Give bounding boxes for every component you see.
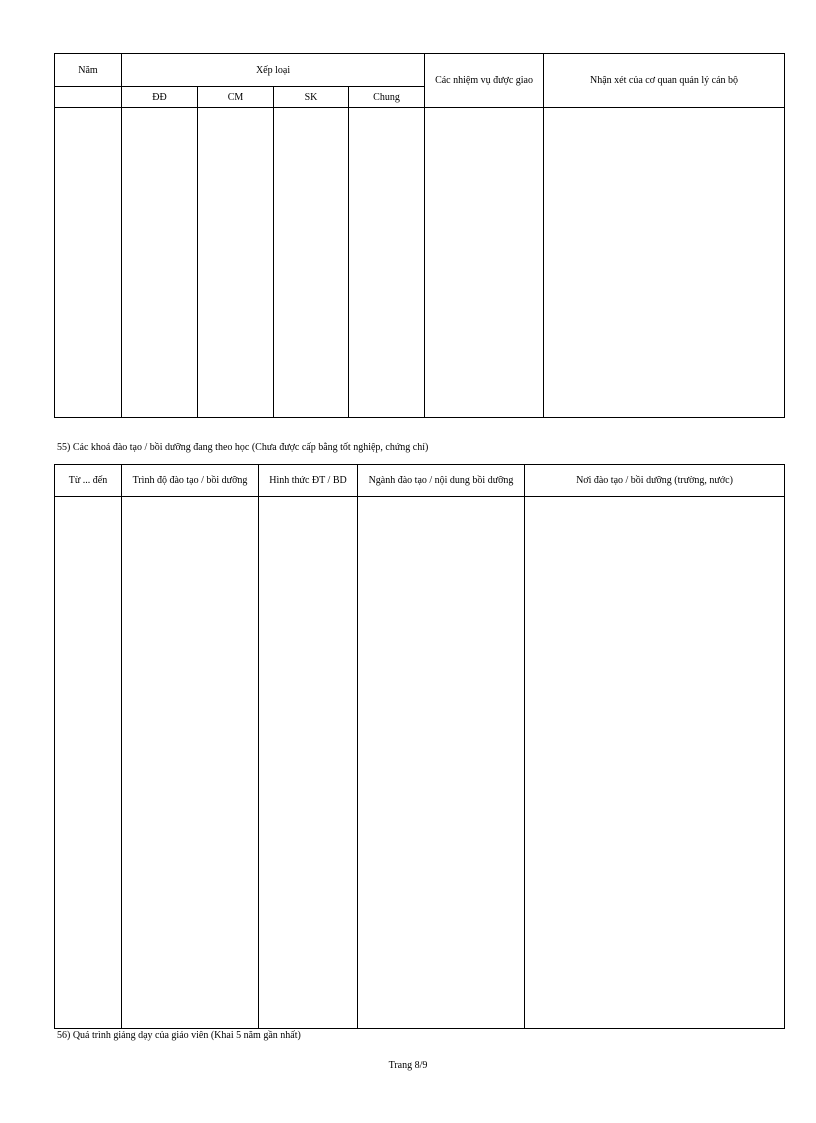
header-period: Từ ... đến [55,465,122,497]
page-number: Trang 8/9 [388,1060,428,1071]
cell-comments[interactable] [544,108,785,418]
header-rating: Xếp loại [122,54,425,87]
header-comments: Nhận xét của cơ quan quản lý cán bộ [544,54,785,108]
header-training-place: Nơi đào tạo / bồi dưỡng (trường, nước) [525,465,785,497]
subheader-cm: CM [198,87,274,108]
section-56-caption: 56) Quá trình giảng dạy của giáo viên (Khai 5 năm gần nhất) [57,1030,301,1041]
cell-period[interactable] [55,497,122,1029]
subheader-sk: SK [274,87,349,108]
cell-training-place[interactable] [525,497,785,1029]
header-training-field: Ngành đào tạo / nội dung bồi dưỡng [358,465,525,497]
cell-training-form[interactable] [259,497,358,1029]
cell-chung[interactable] [349,108,425,418]
header-year-blank [55,87,122,108]
header-training-level: Trình độ đào tạo / bồi dưỡng [122,465,259,497]
cell-cm[interactable] [198,108,274,418]
cell-tasks[interactable] [425,108,544,418]
header-year: Năm [55,54,122,87]
cell-year[interactable] [55,108,122,418]
section-55-caption: 55) Các khoá đào tạo / bồi dưỡng đang theo học (Chưa được cấp bằng tốt nghiệp, chứng chỉ) [57,442,429,453]
header-tasks: Các nhiệm vụ được giao [425,54,544,108]
cell-sk[interactable] [274,108,349,418]
ratings-table [54,53,785,418]
cell-dd[interactable] [122,108,198,418]
cell-training-level[interactable] [122,497,259,1029]
subheader-dd: ĐĐ [122,87,198,108]
header-training-form: Hình thức ĐT / BD [259,465,358,497]
training-courses-table [54,464,785,1029]
cell-training-field[interactable] [358,497,525,1029]
subheader-chung: Chung [349,87,425,108]
